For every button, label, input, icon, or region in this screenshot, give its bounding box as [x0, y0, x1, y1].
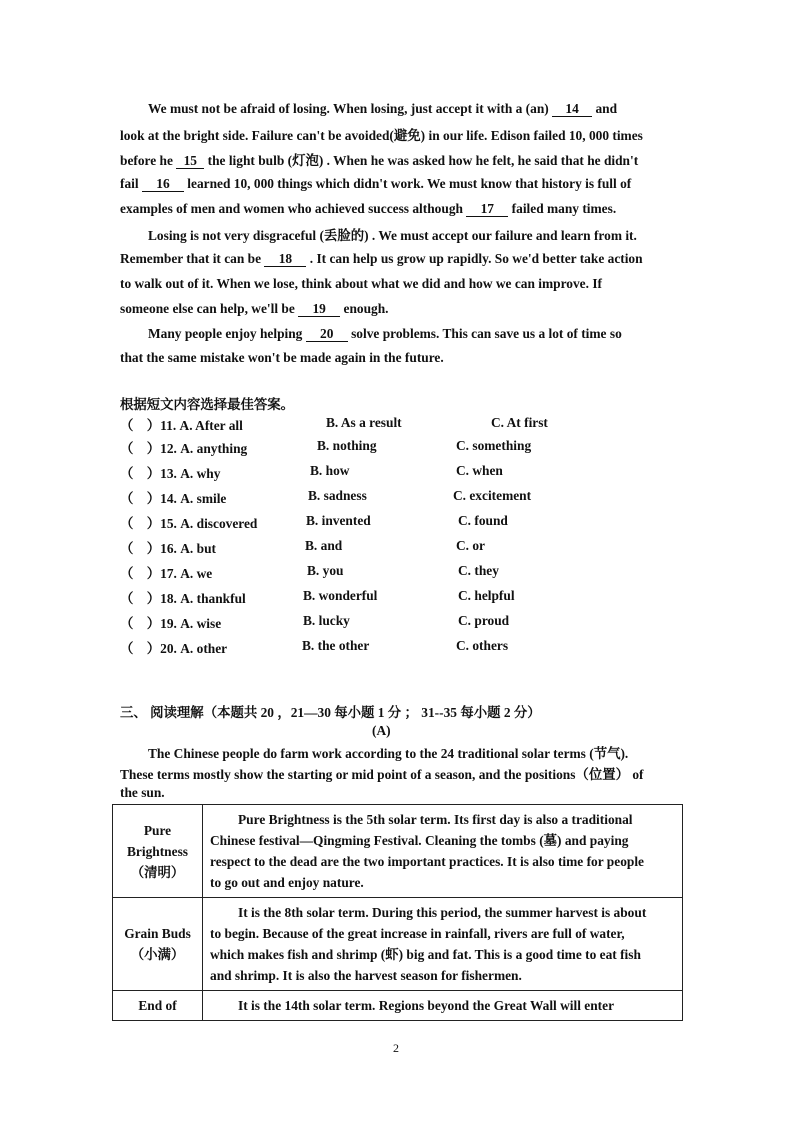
- passage-line-8: to walk out of it. When we lose, think about what we did and how we can improve. If: [120, 276, 602, 291]
- table-row: [113, 991, 683, 1021]
- question-13-option-c: C. when: [456, 463, 503, 478]
- intro-line-2: These terms mostly show the starting or mid point of a season, and the positions（位置） of: [120, 767, 644, 782]
- term-description-cell: [203, 991, 683, 1021]
- passage-line-2: look at the bright side. Failure can't be avoided(避免) in our life. Edison failed 10, 000 times: [120, 128, 643, 143]
- question-16-option-c: C. or: [456, 538, 486, 553]
- question-14-option-b: B. sadness: [308, 488, 367, 503]
- question-20-option-c: C. others: [456, 638, 509, 653]
- description-line: Chinese festival—Qingming Festival. Cleaning the tombs (墓) and paying: [210, 833, 629, 848]
- question-19-option-b: B. lucky: [303, 613, 350, 628]
- question-20-option-b: B. the other: [302, 638, 370, 653]
- term-description-cell: [203, 898, 683, 991]
- question-15-option-c: C. found: [458, 513, 508, 528]
- term-description-cell: [203, 805, 683, 898]
- question-11-option-b: B. As a result: [326, 415, 402, 430]
- question-11-option-c: C. At first: [491, 415, 548, 430]
- question-14-option-c: C. excitement: [453, 488, 532, 503]
- passage-line-5: examples of men and women who achieved success although 17 failed many times.: [120, 201, 617, 216]
- solar-terms-table: [112, 804, 683, 1021]
- question-11: （ ）11. A. After all: [120, 418, 243, 433]
- passage-line-3: before he 15 the light bulb (灯泡) . When he was asked how he felt, he said that he didn't: [120, 153, 639, 168]
- term-name-cell: [113, 805, 203, 898]
- description-line: which makes fish and shrimp (虾) big and fat. This is a good time to eat fish: [210, 947, 641, 962]
- question-19-option-c: C. proud: [458, 613, 510, 628]
- blank-18: 18: [264, 252, 306, 267]
- description-line: and shrimp. It is also the harvest season for fishermen.: [210, 968, 522, 983]
- description-line: It is the 8th solar term. During this period, the summer harvest is about: [238, 905, 647, 920]
- passage-line-6: Losing is not very disgraceful (丢脸的) . We must accept our failure and learn from it.: [148, 228, 637, 243]
- section-heading: 三、 阅读理解（本题共 20 ，21—30 每小题 1 分 ； 31--35 每小题 2 分）: [120, 705, 541, 720]
- term-name-chinese: （小满）: [130, 947, 185, 962]
- question-17-option-c: C. they: [458, 563, 499, 578]
- question-15: （ ）15. A. discovered: [120, 516, 258, 531]
- blank-20: 20: [306, 327, 348, 342]
- blank-14: 14: [552, 102, 592, 117]
- intro-line-3: the sun.: [120, 785, 165, 800]
- question-13-option-b: B. how: [310, 463, 350, 478]
- question-14: （ ）14. A. smile: [120, 491, 227, 506]
- description-line: respect to the dead are the two important practices. It is also time for people: [210, 854, 644, 869]
- question-16-option-b: B. and: [305, 538, 343, 553]
- term-name: Grain Buds: [124, 926, 191, 941]
- subsection-label: (A): [372, 723, 391, 738]
- intro-line-1: The Chinese people do farm work according to the 24 traditional solar terms (节气).: [148, 746, 629, 761]
- blank-19: 19: [298, 302, 340, 317]
- term-name: Pure: [143, 822, 172, 838]
- passage-line-10: Many people enjoy helping 20 solve problems. This can save us a lot of time so: [148, 326, 622, 341]
- table-row: [113, 805, 683, 898]
- question-20: （ ）20. A. other: [120, 641, 228, 656]
- description-line: to begin. Because of the great increase in rainfall, rivers are full of water,: [210, 926, 625, 941]
- instruction: 根据短文内容选择最佳答案。: [120, 397, 295, 412]
- passage-line-1: We must not be afraid of losing. When losing, just accept it with a (an) 14 and: [148, 101, 618, 116]
- question-18-option-c: C. helpful: [458, 588, 515, 603]
- passage-line-9: someone else can help, we'll be 19 enough.: [120, 301, 389, 316]
- blank-17: 17: [466, 202, 508, 217]
- question-15-option-b: B. invented: [306, 513, 371, 528]
- question-17: （ ）17. A. we: [120, 566, 213, 581]
- question-17-option-b: B. you: [307, 563, 344, 578]
- question-12: （ ）12. A. anything: [120, 441, 248, 456]
- page-number: 2: [393, 1041, 399, 1055]
- passage-line-7: Remember that it can be 18 . It can help us grow up rapidly. So we'd better take action: [120, 251, 643, 266]
- term-name: Brightness: [126, 843, 188, 859]
- term-name-cell: [113, 991, 203, 1021]
- table-row: [113, 898, 683, 991]
- blank-15: 15: [176, 154, 204, 169]
- question-12-option-c: C. something: [456, 438, 532, 453]
- question-18-option-b: B. wonderful: [303, 588, 378, 603]
- question-18: （ ）18. A. thankful: [120, 591, 246, 606]
- term-name-cell: [113, 898, 203, 991]
- question-16: （ ）16. A. but: [120, 541, 216, 556]
- description-line: to go out and enjoy nature.: [210, 875, 364, 890]
- blank-16: 16: [142, 177, 184, 192]
- question-19: （ ）19. A. wise: [120, 616, 222, 631]
- term-name: End of: [138, 998, 177, 1013]
- term-name-chinese: （清明）: [130, 864, 185, 880]
- description-line: Pure Brightness is the 5th solar term. Its first day is also a traditional: [238, 812, 633, 827]
- question-12-option-b: B. nothing: [317, 438, 377, 453]
- passage-line-11: that the same mistake won't be made again in the future.: [120, 350, 444, 365]
- question-13: （ ）13. A. why: [120, 466, 221, 481]
- description-line: It is the 14th solar term. Regions beyond the Great Wall will enter: [238, 998, 615, 1013]
- passage-line-4: fail 16 learned 10, 000 things which didn't work. We must know that history is full of: [120, 176, 632, 191]
